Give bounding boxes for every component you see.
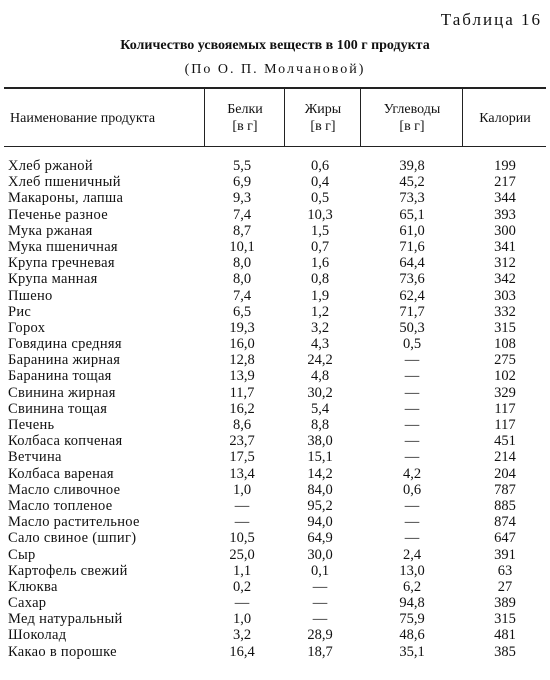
product-name-cell: Баранина тощая: [8, 368, 112, 385]
table-row: [0, 288, 550, 304]
table-row: [0, 644, 550, 660]
carbs-cell: 71,7: [399, 303, 425, 320]
calories-cell: 885: [494, 497, 516, 514]
proteins-cell: 12,8: [229, 352, 255, 369]
product-name-cell: Пшено: [8, 287, 53, 304]
table-row: [0, 563, 550, 579]
fats-cell: 1,9: [310, 287, 330, 304]
calories-cell: 341: [494, 238, 516, 255]
product-name-cell: Шоколад: [8, 627, 67, 644]
carbs-cell: 35,1: [399, 643, 425, 660]
product-name-cell: Масло сливочное: [8, 481, 121, 498]
table-row: [0, 368, 550, 384]
calories-cell: 303: [494, 287, 516, 304]
table-label: Таблица 16: [440, 10, 542, 29]
fats-cell: 95,2: [307, 497, 333, 514]
table-row: [0, 352, 550, 368]
proteins-cell: 8,7: [232, 222, 252, 239]
carbs-cell: —: [404, 368, 420, 385]
table-row: [0, 385, 550, 401]
carbs-cell: 65,1: [399, 206, 425, 223]
proteins-cell: 25,0: [229, 546, 255, 563]
proteins-cell: 13,4: [229, 465, 255, 482]
fats-cell: 3,2: [310, 319, 330, 336]
product-name-cell: Масло растительное: [8, 514, 140, 531]
header-top-rule: [4, 87, 546, 89]
table-row: [0, 336, 550, 352]
carbs-cell: 39,8: [399, 158, 425, 174]
header-carbs: [362, 92, 462, 144]
header-bottom-rule: [4, 146, 546, 147]
fats-cell: 4,8: [310, 368, 330, 385]
calories-cell: 300: [494, 222, 516, 239]
calories-cell: 63: [497, 562, 513, 579]
carbs-cell: 71,6: [399, 238, 425, 255]
product-name-cell: Свинина тощая: [8, 400, 108, 417]
table-row: [0, 239, 550, 255]
product-name-cell: Горох: [8, 319, 46, 336]
header-fats-label: Жиры: [304, 102, 342, 117]
calories-cell: 217: [494, 174, 516, 191]
calories-cell: 647: [494, 530, 516, 547]
fats-cell: 30,2: [307, 384, 333, 401]
proteins-cell: 10,5: [229, 530, 255, 547]
proteins-cell: 8,6: [232, 417, 252, 433]
proteins-cell: 5,5: [232, 158, 252, 174]
proteins-cell: —: [234, 595, 250, 612]
calories-cell: 874: [494, 514, 516, 531]
carbs-cell: —: [404, 417, 420, 433]
table-row: [0, 174, 550, 190]
table-row: [0, 158, 550, 174]
product-name-cell: Сыр: [8, 546, 36, 563]
calories-cell: 214: [494, 449, 516, 466]
table-row: [0, 320, 550, 336]
calories-cell: 344: [494, 190, 516, 207]
proteins-cell: 8,0: [232, 271, 252, 288]
calories-cell: 787: [494, 481, 516, 498]
header-carbs-unit: [в г]: [399, 119, 425, 134]
proteins-cell: 9,3: [232, 190, 252, 207]
calories-cell: 117: [494, 400, 516, 417]
product-name-cell: Печень: [8, 417, 55, 433]
product-name-cell: Мука пшеничная: [8, 238, 118, 255]
product-name-cell: Хлеб ржаной: [8, 158, 93, 174]
proteins-cell: 13,9: [229, 368, 255, 385]
fats-cell: 1,5: [310, 222, 330, 239]
calories-cell: 315: [494, 611, 516, 628]
carbs-cell: —: [404, 384, 420, 401]
proteins-cell: —: [234, 514, 250, 531]
header-proteins-label: Белки: [227, 102, 263, 117]
table-row: [0, 466, 550, 482]
calories-cell: 389: [494, 595, 516, 612]
table-subtitle: (По О. П. Молчановой): [184, 62, 366, 77]
product-name-cell: Баранина жирная: [8, 352, 121, 369]
carbs-cell: —: [404, 449, 420, 466]
header-calories: [464, 92, 546, 144]
carbs-cell: 6,2: [402, 578, 422, 595]
product-name-cell: Хлеб пшеничный: [8, 174, 121, 191]
table-row: [0, 255, 550, 271]
table-title: Количество усвояемых веществ в 100 г продукта: [120, 38, 430, 53]
table-row: [0, 207, 550, 223]
product-name-cell: Колбаса копченая: [8, 433, 123, 450]
table-row: [0, 482, 550, 498]
calories-cell: 329: [494, 384, 516, 401]
product-name-cell: Мука ржаная: [8, 222, 93, 239]
carbs-cell: —: [404, 433, 420, 450]
fats-cell: 5,4: [310, 400, 330, 417]
product-name-cell: Колбаса вареная: [8, 465, 114, 482]
table-row: [0, 417, 550, 433]
proteins-cell: 16,2: [229, 400, 255, 417]
fats-cell: 8,8: [310, 417, 330, 433]
calories-cell: 108: [494, 336, 516, 353]
fats-cell: 1,2: [310, 303, 330, 320]
table-row: [0, 627, 550, 643]
fats-cell: 4,3: [310, 336, 330, 353]
fats-cell: 0,5: [310, 190, 330, 207]
product-name-cell: Картофель свежий: [8, 562, 128, 579]
product-name-cell: Крупа манная: [8, 271, 98, 288]
carbs-cell: 94,8: [399, 595, 425, 612]
table-row: [0, 223, 550, 239]
column-divider: [462, 88, 463, 146]
carbs-cell: 50,3: [399, 319, 425, 336]
proteins-cell: 16,4: [229, 643, 255, 660]
calories-cell: 332: [494, 303, 516, 320]
carbs-cell: —: [404, 514, 420, 531]
proteins-cell: 19,3: [229, 319, 255, 336]
carbs-cell: —: [404, 400, 420, 417]
proteins-cell: 1,0: [232, 481, 252, 498]
proteins-cell: 6,9: [232, 174, 252, 191]
fats-cell: 38,0: [307, 433, 333, 450]
table-row: [0, 547, 550, 563]
proteins-cell: 8,0: [232, 255, 252, 272]
table-row: [0, 530, 550, 546]
table-row: [0, 304, 550, 320]
product-name-cell: Свинина жирная: [8, 384, 116, 401]
proteins-cell: 23,7: [229, 433, 255, 450]
calories-cell: 342: [494, 271, 516, 288]
fats-cell: —: [312, 595, 328, 612]
calories-cell: 315: [494, 319, 516, 336]
carbs-cell: 73,3: [399, 190, 425, 207]
fats-cell: 18,7: [307, 643, 333, 660]
proteins-cell: 11,7: [229, 384, 255, 401]
proteins-cell: 16,0: [229, 336, 255, 353]
carbs-cell: 13,0: [399, 562, 425, 579]
header-fats: [286, 92, 360, 144]
fats-cell: 84,0: [307, 481, 333, 498]
fats-cell: 0,7: [310, 238, 330, 255]
proteins-cell: 6,5: [232, 303, 252, 320]
product-name-cell: Говядина средняя: [8, 336, 122, 353]
product-name-cell: Сахар: [8, 595, 47, 612]
carbs-cell: 0,6: [402, 481, 422, 498]
fats-cell: 94,0: [307, 514, 333, 531]
proteins-cell: 0,2: [232, 578, 252, 595]
fats-cell: 10,3: [307, 206, 333, 223]
calories-cell: 393: [494, 206, 516, 223]
carbs-cell: 45,2: [399, 174, 425, 191]
product-name-cell: Клюква: [8, 578, 58, 595]
fats-cell: 24,2: [307, 352, 333, 369]
calories-cell: 385: [494, 643, 516, 660]
calories-cell: 204: [494, 465, 516, 482]
header-carbs-label: Углеводы: [383, 102, 441, 117]
fats-cell: 0,1: [310, 562, 330, 579]
calories-cell: 481: [494, 627, 516, 644]
table-body: [0, 158, 550, 660]
header-calories-label: Калории: [479, 110, 531, 126]
proteins-cell: —: [234, 497, 250, 514]
carbs-cell: 75,9: [399, 611, 425, 628]
calories-cell: 312: [494, 255, 516, 272]
table-row: [0, 449, 550, 465]
table-row: [0, 190, 550, 206]
calories-cell: 27: [497, 578, 513, 595]
column-divider: [284, 88, 285, 146]
carbs-cell: 61,0: [399, 222, 425, 239]
product-name-cell: Масло топленое: [8, 497, 113, 514]
carbs-cell: 62,4: [399, 287, 425, 304]
carbs-cell: 48,6: [399, 627, 425, 644]
carbs-cell: —: [404, 530, 420, 547]
proteins-cell: 1,1: [232, 562, 252, 579]
carbs-cell: —: [404, 497, 420, 514]
column-divider: [360, 88, 361, 146]
proteins-cell: 3,2: [232, 627, 252, 644]
header-proteins-unit: [в г]: [232, 119, 258, 134]
carbs-cell: —: [404, 352, 420, 369]
calories-cell: 117: [494, 417, 516, 433]
table-row: [0, 498, 550, 514]
carbs-cell: 64,4: [399, 255, 425, 272]
product-name-cell: Рис: [8, 303, 32, 320]
calories-cell: 275: [494, 352, 516, 369]
fats-cell: 14,2: [307, 465, 333, 482]
fats-cell: —: [312, 611, 328, 628]
table-row: [0, 579, 550, 595]
fats-cell: 64,9: [307, 530, 333, 547]
table-row: [0, 433, 550, 449]
product-name-cell: Сало свиное (шпиг): [8, 530, 137, 547]
header-name-label: Наименование продукта: [10, 110, 156, 126]
product-name-cell: Ветчина: [8, 449, 62, 466]
proteins-cell: 10,1: [229, 238, 255, 255]
header-proteins: [206, 92, 284, 144]
product-name-cell: Печенье разное: [8, 206, 108, 223]
fats-cell: 0,8: [310, 271, 330, 288]
proteins-cell: 7,4: [232, 287, 252, 304]
product-name-cell: Какао в порошке: [8, 643, 117, 660]
carbs-cell: 2,4: [402, 546, 422, 563]
fats-cell: 30,0: [307, 546, 333, 563]
product-name-cell: Макароны, лапша: [8, 190, 124, 207]
fats-cell: —: [312, 578, 328, 595]
proteins-cell: 17,5: [229, 449, 255, 466]
header-name: [4, 92, 208, 144]
table-row: [0, 514, 550, 530]
fats-cell: 0,6: [310, 158, 330, 174]
product-name-cell: Крупа гречневая: [8, 255, 115, 272]
product-name-cell: Мед натуральный: [8, 611, 123, 628]
carbs-cell: 0,5: [402, 336, 422, 353]
header-fats-unit: [в г]: [310, 119, 336, 134]
calories-cell: 391: [494, 546, 516, 563]
proteins-cell: 1,0: [232, 611, 252, 628]
table-row: [0, 271, 550, 287]
table-row: [0, 595, 550, 611]
table-row: [0, 401, 550, 417]
carbs-cell: 4,2: [402, 465, 422, 482]
fats-cell: 28,9: [307, 627, 333, 644]
fats-cell: 1,6: [310, 255, 330, 272]
table-row: [0, 611, 550, 627]
fats-cell: 15,1: [307, 449, 333, 466]
calories-cell: 451: [494, 433, 516, 450]
calories-cell: 199: [494, 158, 516, 174]
calories-cell: 102: [494, 368, 516, 385]
fats-cell: 0,4: [310, 174, 330, 191]
proteins-cell: 7,4: [232, 206, 252, 223]
carbs-cell: 73,6: [399, 271, 425, 288]
